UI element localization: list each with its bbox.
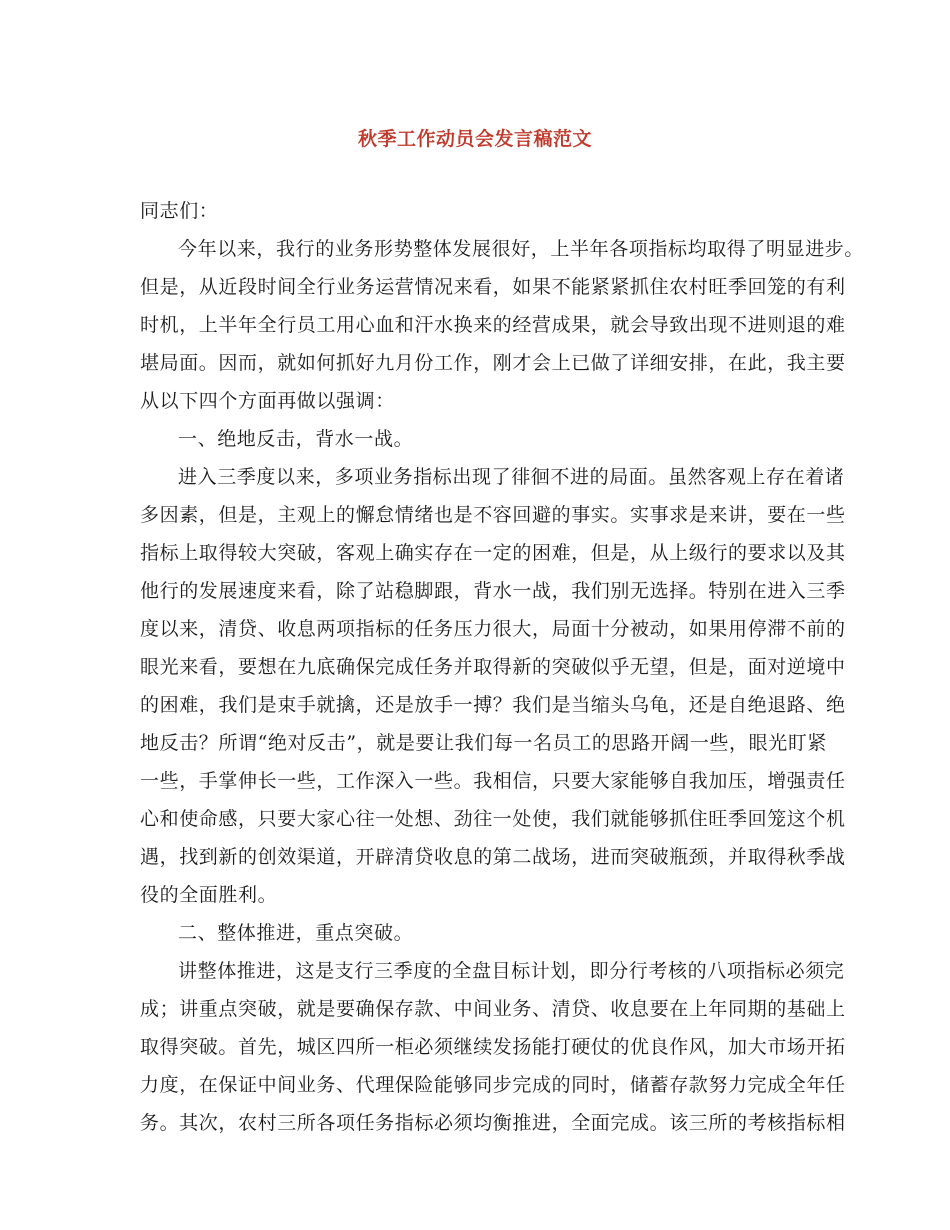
salutation: 同志们： [140,200,219,222]
paragraph-line: 讲整体推进，这是支行三季度的全盘目标计划，即分行考核的八项指标必须完 [178,960,845,982]
paragraph-line: 指标上取得较大突破，客观上确实存在一定的困难，但是，从上级行的要求以及其 [140,542,846,564]
paragraph-line: 他行的发展速度来看，除了站稳脚跟，背水一战，我们别无选择。特别在进入三季 [140,580,846,602]
paragraph-line: 度以来，清贷、收息两项指标的任务压力很大，局面十分被动，如果用停滞不前的 [140,618,846,640]
paragraph-line: 多因素，但是，主观上的懈怠情绪也是不容回避的事实。实事求是来讲，要在一些 [140,504,846,526]
paragraph-line: 心和使命感，只要大家心往一处想、劲往一处使，我们就能够抓住旺季回笼这个机 [140,808,846,830]
paragraph-line: 务。其次，农村三所各项任务指标必须均衡推进，全面完成。该三所的考核指标相 [140,1112,846,1134]
paragraph-line: 一些，手掌伸长一些，工作深入一些。我相信，只要大家能够自我加压，增强责任 [140,770,846,792]
paragraph-line: 堪局面。因而，就如何抓好九月份工作，刚才会上已做了详细安排，在此，我主要 [140,352,846,374]
paragraph-line: 力度，在保证中间业务、代理保险能够同步完成的同时，储蓄存款努力完成全年任 [140,1074,846,1096]
paragraph-line: 的困难，我们是束手就擒，还是放手一搏？我们是当缩头乌龟，还是自绝退路、绝 [140,694,846,716]
paragraph-line: 今年以来，我行的业务形势整体发展很好，上半年各项指标均取得了明显进步。 [178,238,865,260]
paragraph-line: 但是，从近段时间全行业务运营情况来看，如果不能紧紧抓住农村旺季回笼的有利 [140,276,846,298]
paragraph-line: 眼光来看，要想在九底确保完成任务并取得新的突破似乎无望，但是，面对逆境中 [140,656,846,678]
paragraph-line: 役的全面胜利。 [140,884,278,906]
paragraph-line: 从以下四个方面再做以强调： [140,390,395,412]
paragraph-line: 时机，上半年全行员工用心血和汗水换来的经营成果，就会导致出现不进则退的难 [140,314,846,336]
paragraph-line: 成；讲重点突破，就是要确保存款、中间业务、清贷、收息要在上年同期的基础上 [140,998,846,1020]
paragraph-line: 遇，找到新的创效渠道，开辟清贷收息的第二战场，进而突破瓶颈，并取得秋季战 [140,846,846,868]
section-heading: 一、绝地反击，背水一战。 [178,428,414,450]
document-title: 秋季工作动员会发言稿范文 [357,128,592,150]
paragraph-line: 进入三季度以来，多项业务指标出现了徘徊不进的局面。虽然客观上存在着诸 [178,466,845,488]
paragraph-line: 地反击？所谓“绝对反击”，就是要让我们每一名员工的思路开阔一些，眼光盯紧 [140,732,828,754]
section-heading: 二、整体推进，重点突破。 [178,922,414,944]
paragraph-line: 取得突破。首先，城区四所一柜必须继续发扬能打硬仗的优良作风，加大市场开拓 [140,1036,846,1058]
